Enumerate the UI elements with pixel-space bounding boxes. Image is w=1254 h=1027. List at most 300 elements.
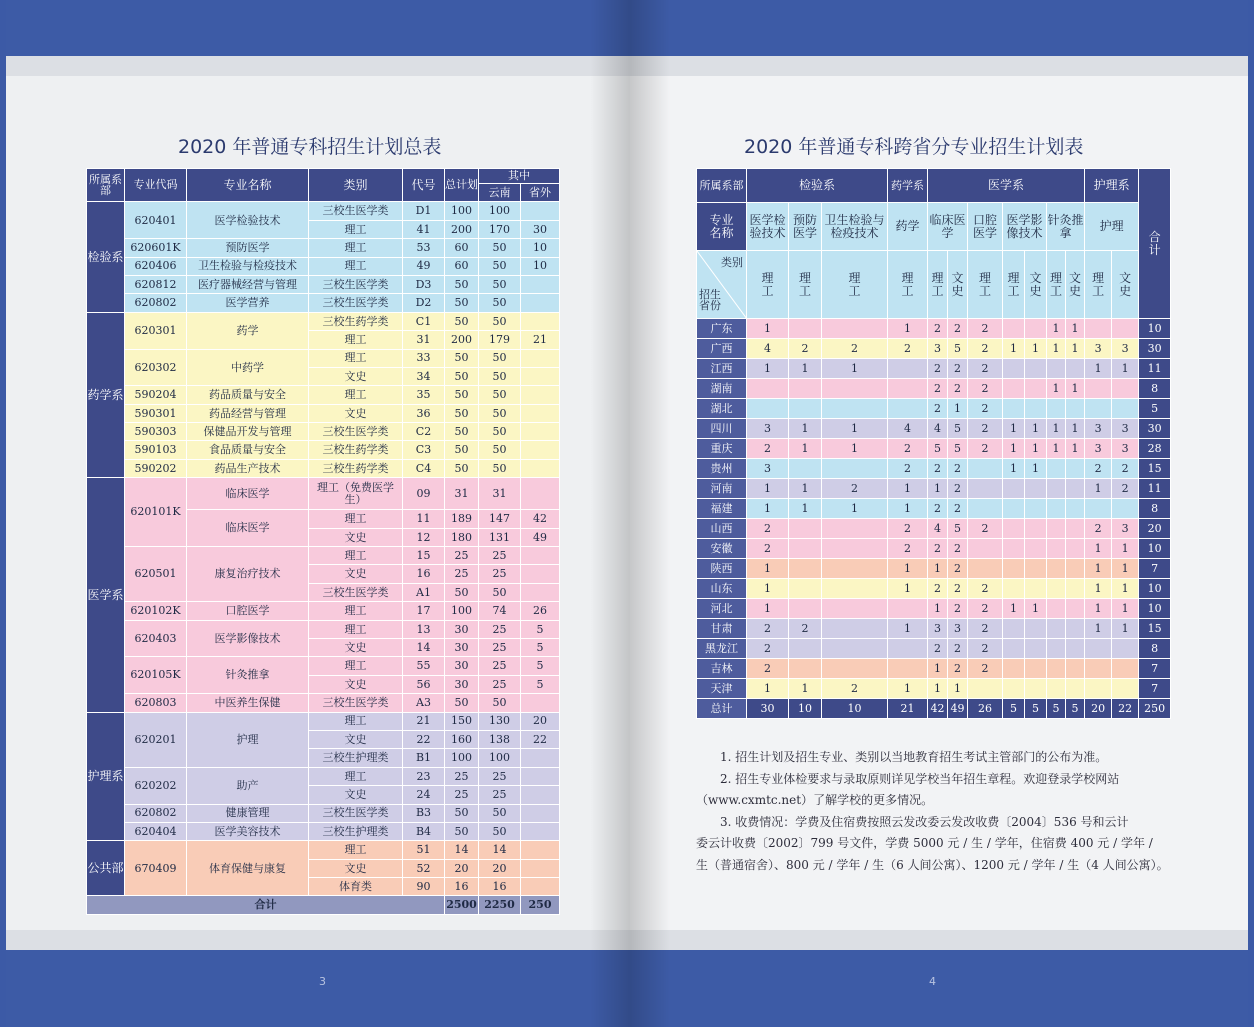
- major-header: 卫生检验与检疫技术: [822, 203, 888, 251]
- top-band: [630, 0, 1248, 56]
- summary-value-cell: 49: [948, 699, 968, 719]
- code-cell: 620403: [125, 620, 187, 657]
- value-cell: 1: [1003, 599, 1025, 619]
- code-cell: 620101K: [125, 478, 187, 547]
- value-cell: [1003, 679, 1025, 699]
- yunnan-cell: 50: [479, 312, 521, 330]
- value-cell: 3: [747, 419, 789, 439]
- outside-cell: [521, 804, 560, 822]
- name-cell: 保健品开发与管理: [187, 423, 309, 441]
- subcat-header: 文史: [1112, 251, 1139, 319]
- province-cell: 吉林: [697, 659, 747, 679]
- cat-cell: 三校生药学类: [309, 441, 403, 459]
- total-cell: 20: [445, 859, 479, 877]
- value-cell: [789, 639, 822, 659]
- bottom-gray-band: [630, 930, 1248, 950]
- table-row: [87, 841, 560, 859]
- value-cell: 2: [789, 619, 822, 639]
- outside-cell: [521, 275, 560, 293]
- value-cell: [1112, 319, 1139, 339]
- outside-cell: [521, 312, 560, 330]
- summary-value-cell: 20: [1085, 699, 1112, 719]
- sym-cell: 51: [403, 841, 445, 859]
- value-cell: 1: [1025, 459, 1047, 479]
- cat-cell: 理工: [309, 767, 403, 785]
- value-cell: 2: [928, 459, 948, 479]
- note-line: （www.cxmtc.net）了解学校的更多情况。: [696, 793, 934, 807]
- yunnan-cell: 31: [479, 478, 521, 510]
- outside-cell: 42: [521, 510, 560, 528]
- total-cell: 50: [445, 423, 479, 441]
- value-cell: 1: [789, 359, 822, 379]
- value-cell: [1047, 559, 1066, 579]
- table-row: [697, 519, 1171, 539]
- value-cell: [1025, 579, 1047, 599]
- value-cell: 1: [1085, 579, 1112, 599]
- sym-cell: 24: [403, 786, 445, 804]
- row-total-cell: 20: [1139, 519, 1171, 539]
- value-cell: [1066, 619, 1085, 639]
- outside-cell: [521, 767, 560, 785]
- header-category: 类别: [309, 169, 403, 202]
- table-row: [697, 419, 1171, 439]
- yunnan-cell: 16: [479, 878, 521, 896]
- value-cell: 2: [747, 519, 789, 539]
- yunnan-cell: 100: [479, 749, 521, 767]
- table-row: [697, 539, 1171, 559]
- row-total-cell: 8: [1139, 499, 1171, 519]
- cat-cell: 三校生医学类: [309, 804, 403, 822]
- header-name: 专业名称: [187, 169, 309, 202]
- value-cell: 1: [789, 419, 822, 439]
- cat-cell: 三校生医学类: [309, 202, 403, 220]
- row-total-cell: 10: [1139, 579, 1171, 599]
- sym-cell: 31: [403, 331, 445, 349]
- summary-value-cell: 42: [928, 699, 948, 719]
- value-cell: 1: [1047, 439, 1066, 459]
- value-cell: [1066, 459, 1085, 479]
- major-header: 预防医学: [789, 203, 822, 251]
- name-cell: 护理: [187, 712, 309, 767]
- value-cell: [822, 559, 888, 579]
- cat-cell: 理工: [309, 657, 403, 675]
- value-cell: [1003, 479, 1025, 499]
- yunnan-cell: 147: [479, 510, 521, 528]
- value-cell: [789, 459, 822, 479]
- total-cell: 25: [445, 786, 479, 804]
- value-cell: 2: [968, 579, 1003, 599]
- bottom-band: [630, 950, 1248, 1027]
- value-cell: 5: [948, 419, 968, 439]
- outside-cell: 22: [521, 730, 560, 748]
- sym-cell: 34: [403, 367, 445, 385]
- value-cell: [968, 459, 1003, 479]
- subcat-header: 理工: [1047, 251, 1066, 319]
- value-cell: [888, 359, 928, 379]
- row-total-cell: 11: [1139, 479, 1171, 499]
- header-total: 合计: [1139, 169, 1171, 319]
- code-cell: 620102K: [125, 602, 187, 620]
- row-total-cell: 8: [1139, 379, 1171, 399]
- yunnan-cell: 50: [479, 257, 521, 275]
- sym-cell: 21: [403, 712, 445, 730]
- cat-cell: 理工: [309, 620, 403, 638]
- cat-cell: 体育类: [309, 878, 403, 896]
- value-cell: 2: [948, 599, 968, 619]
- value-cell: 1: [928, 559, 948, 579]
- summary-value-cell: 10: [789, 699, 822, 719]
- province-cell: 天津: [697, 679, 747, 699]
- table-row: [697, 439, 1171, 459]
- value-cell: 1: [888, 579, 928, 599]
- value-cell: 2: [948, 539, 968, 559]
- outside-cell: [521, 859, 560, 877]
- value-cell: 1: [747, 559, 789, 579]
- value-cell: 2: [968, 439, 1003, 459]
- value-cell: 2: [747, 539, 789, 559]
- value-cell: 1: [1112, 619, 1139, 639]
- value-cell: 1: [747, 499, 789, 519]
- table-row: [697, 319, 1171, 339]
- value-cell: 2: [747, 439, 789, 459]
- yunnan-cell: 25: [479, 547, 521, 565]
- yunnan-cell: 25: [479, 620, 521, 638]
- row-total-cell: 7: [1139, 659, 1171, 679]
- value-cell: [822, 519, 888, 539]
- subcat-header: 文史: [1066, 251, 1085, 319]
- summary-label: 总计: [697, 699, 747, 719]
- total-cell: 14: [445, 841, 479, 859]
- right-page-number: 4: [929, 975, 936, 988]
- category-header-row: [697, 251, 1171, 319]
- cat-cell: 文史: [309, 528, 403, 546]
- value-cell: [1003, 319, 1025, 339]
- code-cell: 620401: [125, 202, 187, 239]
- table-row: [697, 359, 1171, 379]
- value-cell: 1: [789, 439, 822, 459]
- yunnan-cell: 50: [479, 275, 521, 293]
- value-cell: [1085, 499, 1112, 519]
- value-cell: 3: [1112, 439, 1139, 459]
- value-cell: 1: [747, 679, 789, 699]
- value-cell: 2: [948, 579, 968, 599]
- summary-row: [697, 699, 1171, 719]
- value-cell: 1: [1047, 339, 1066, 359]
- yunnan-cell: 50: [479, 294, 521, 312]
- yunnan-cell: 25: [479, 767, 521, 785]
- value-cell: 3: [747, 459, 789, 479]
- header-dept: 所属系部: [87, 169, 125, 202]
- value-cell: [1066, 479, 1085, 499]
- total-cell: 50: [445, 822, 479, 840]
- subcat-header: 理工: [747, 251, 789, 319]
- table-row: [87, 294, 560, 312]
- row-total-cell: 10: [1139, 539, 1171, 559]
- code-cell: 620404: [125, 822, 187, 840]
- name-cell: 食品质量与安全: [187, 441, 309, 459]
- cat-cell: 三校生医学类: [309, 423, 403, 441]
- name-cell: 医学影像技术: [187, 620, 309, 657]
- cat-cell: 理工: [309, 712, 403, 730]
- sym-cell: 17: [403, 602, 445, 620]
- table-row: [697, 639, 1171, 659]
- summary-row: [87, 896, 560, 914]
- total-cell: 150: [445, 712, 479, 730]
- value-cell: [1025, 379, 1047, 399]
- code-cell: 590204: [125, 386, 187, 404]
- total-cell: 50: [445, 367, 479, 385]
- dept-cell: 医学系: [87, 478, 125, 712]
- left-page-title: 2020 年普通专科招生计划总表: [178, 136, 442, 158]
- note-line: 1. 招生计划及招生专业、类别以当地教育招生考试主管部门的公布为准。: [720, 750, 1108, 764]
- total-cell: 100: [445, 202, 479, 220]
- value-cell: 2: [747, 619, 789, 639]
- value-cell: [1047, 399, 1066, 419]
- value-cell: [789, 579, 822, 599]
- header-dept-3: 医学系: [928, 169, 1085, 203]
- table-row: [697, 599, 1171, 619]
- total-cell: 50: [445, 294, 479, 312]
- province-cell: 山东: [697, 579, 747, 599]
- value-cell: 1: [948, 679, 968, 699]
- value-cell: 2: [968, 619, 1003, 639]
- table-row: [697, 399, 1171, 419]
- table-header-row: [87, 169, 560, 184]
- yunnan-cell: 25: [479, 675, 521, 693]
- value-cell: 2: [928, 639, 948, 659]
- value-cell: 4: [747, 339, 789, 359]
- province-cell: 山西: [697, 519, 747, 539]
- header-category-province: [697, 251, 747, 319]
- summary-total-cell: 250: [1139, 699, 1171, 719]
- sym-cell: 53: [403, 239, 445, 257]
- outside-cell: [521, 786, 560, 804]
- total-cell: 189: [445, 510, 479, 528]
- sym-cell: 16: [403, 565, 445, 583]
- value-cell: 3: [1112, 339, 1139, 359]
- name-cell: 医学营养: [187, 294, 309, 312]
- value-cell: [747, 399, 789, 419]
- value-cell: 1: [1025, 439, 1047, 459]
- value-cell: 1: [1003, 419, 1025, 439]
- value-cell: 2: [789, 339, 822, 359]
- value-cell: [888, 399, 928, 419]
- value-cell: 1: [1112, 359, 1139, 379]
- cat-cell: 理工: [309, 220, 403, 238]
- value-cell: [1047, 599, 1066, 619]
- notes-section: [696, 747, 1172, 876]
- cat-cell: 三校生护理类: [309, 749, 403, 767]
- subcat-header: 理工: [968, 251, 1003, 319]
- value-cell: [1003, 659, 1025, 679]
- value-cell: 2: [822, 479, 888, 499]
- outside-cell: 5: [521, 657, 560, 675]
- note-line: 生（普通宿舍）、800 元 / 学年 / 生（6 人间公寓）、1200 元 / 学年 / 生（4 人间公寓）。: [696, 857, 1169, 872]
- value-cell: 2: [968, 359, 1003, 379]
- row-total-cell: 11: [1139, 359, 1171, 379]
- note-line: 委云计收费〔2002〕799 号文件，学费 5000 元 / 生 / 学年，住宿费 400 元 / 学年 /: [696, 836, 1153, 850]
- sym-cell: 36: [403, 404, 445, 422]
- sym-cell: 22: [403, 730, 445, 748]
- total-cell: 30: [445, 675, 479, 693]
- summary-value-cell: 22: [1112, 699, 1139, 719]
- value-cell: [1066, 639, 1085, 659]
- total-cell: 100: [445, 749, 479, 767]
- top-band: [6, 0, 630, 56]
- total-cell: 60: [445, 239, 479, 257]
- total-cell: 50: [445, 275, 479, 293]
- value-cell: [747, 379, 789, 399]
- total-cell: 50: [445, 694, 479, 712]
- name-cell: 卫生检验与检疫技术: [187, 257, 309, 275]
- table-row: [697, 479, 1171, 499]
- province-cell: 广东: [697, 319, 747, 339]
- value-cell: [1112, 639, 1139, 659]
- total-cell: 31: [445, 478, 479, 510]
- outside-cell: [521, 547, 560, 565]
- outside-cell: [521, 478, 560, 510]
- table-row: [697, 579, 1171, 599]
- value-cell: 3: [1112, 519, 1139, 539]
- yunnan-cell: 50: [479, 239, 521, 257]
- subcat-header: 理工: [1003, 251, 1025, 319]
- yunnan-cell: 50: [479, 404, 521, 422]
- outside-cell: [521, 878, 560, 896]
- outside-cell: 26: [521, 602, 560, 620]
- province-cell: 湖北: [697, 399, 747, 419]
- summary-value-cell: 5: [1047, 699, 1066, 719]
- code-cell: 620105K: [125, 657, 187, 694]
- table-row: [87, 275, 560, 293]
- value-cell: [1025, 519, 1047, 539]
- value-cell: [822, 459, 888, 479]
- total-cell: 100: [445, 602, 479, 620]
- enrollment-plan-table: [86, 168, 560, 915]
- value-cell: 2: [1112, 479, 1139, 499]
- sym-cell: 35: [403, 386, 445, 404]
- bottom-gray-band: [6, 930, 630, 950]
- total-cell: 50: [445, 441, 479, 459]
- cat-cell: 理工: [309, 547, 403, 565]
- outside-cell: 10: [521, 239, 560, 257]
- outside-cell: [521, 694, 560, 712]
- yunnan-cell: 50: [479, 367, 521, 385]
- province-cell: 安徽: [697, 539, 747, 559]
- value-cell: 1: [1025, 339, 1047, 359]
- outside-cell: 5: [521, 638, 560, 656]
- province-cell: 广西: [697, 339, 747, 359]
- name-cell: 助产: [187, 767, 309, 804]
- yunnan-cell: 130: [479, 712, 521, 730]
- value-cell: [1066, 559, 1085, 579]
- cat-cell: 三校生药学类: [309, 312, 403, 330]
- value-cell: 1: [888, 319, 928, 339]
- sym-cell: 41: [403, 220, 445, 238]
- value-cell: [1066, 399, 1085, 419]
- sym-cell: C1: [403, 312, 445, 330]
- dept-cell: 公共部: [87, 841, 125, 896]
- cat-cell: 理工: [309, 510, 403, 528]
- total-cell: 30: [445, 657, 479, 675]
- cat-cell: 文史: [309, 786, 403, 804]
- value-cell: 2: [1112, 459, 1139, 479]
- page-gutter-shade: [630, 0, 670, 1027]
- table-row: [697, 619, 1171, 639]
- table-row: [87, 822, 560, 840]
- name-cell: 药品质量与安全: [187, 386, 309, 404]
- name-cell: 中药学: [187, 349, 309, 386]
- name-cell: 体育保健与康复: [187, 841, 309, 896]
- value-cell: [822, 659, 888, 679]
- value-cell: 2: [968, 379, 1003, 399]
- province-cell: 重庆: [697, 439, 747, 459]
- province-rows: [697, 319, 1171, 719]
- total-cell: 50: [445, 386, 479, 404]
- sym-cell: 23: [403, 767, 445, 785]
- table-row: [87, 547, 560, 565]
- code-cell: 620802: [125, 804, 187, 822]
- value-cell: 1: [928, 599, 948, 619]
- value-cell: 1: [888, 619, 928, 639]
- yunnan-cell: 14: [479, 841, 521, 859]
- table-row: [87, 312, 560, 330]
- subcat-header: 文史: [948, 251, 968, 319]
- value-cell: 2: [747, 639, 789, 659]
- province-cell: 福建: [697, 499, 747, 519]
- name-cell: 临床医学: [187, 478, 309, 510]
- name-cell: 口腔医学: [187, 602, 309, 620]
- sym-cell: 14: [403, 638, 445, 656]
- bottom-band: [6, 950, 630, 1027]
- total-cell: 180: [445, 528, 479, 546]
- cat-cell: 三校生护理类: [309, 822, 403, 840]
- cat-cell: 三校生医学类: [309, 694, 403, 712]
- value-cell: 2: [822, 339, 888, 359]
- value-cell: 1: [888, 679, 928, 699]
- outside-cell: [521, 441, 560, 459]
- value-cell: [1025, 319, 1047, 339]
- name-cell: 药品生产技术: [187, 459, 309, 477]
- value-cell: 2: [968, 639, 1003, 659]
- yunnan-cell: 50: [479, 583, 521, 601]
- outside-cell: [521, 583, 560, 601]
- table-row: [697, 499, 1171, 519]
- top-gray-band: [6, 56, 630, 76]
- value-cell: 2: [888, 439, 928, 459]
- value-cell: [1066, 679, 1085, 699]
- value-cell: [789, 399, 822, 419]
- total-cell: 50: [445, 459, 479, 477]
- value-cell: 2: [1085, 519, 1112, 539]
- header-among: 其中: [479, 169, 560, 184]
- subcat-header: 理工: [1085, 251, 1112, 319]
- row-total-cell: 15: [1139, 619, 1171, 639]
- sym-cell: C4: [403, 459, 445, 477]
- left-page-number: 3: [319, 975, 326, 988]
- sym-cell: B4: [403, 822, 445, 840]
- sym-cell: B3: [403, 804, 445, 822]
- yunnan-cell: 50: [479, 423, 521, 441]
- value-cell: 1: [1112, 599, 1139, 619]
- value-cell: 2: [968, 399, 1003, 419]
- value-cell: 1: [789, 479, 822, 499]
- sym-cell: 15: [403, 547, 445, 565]
- value-cell: 1: [1085, 479, 1112, 499]
- sym-cell: 52: [403, 859, 445, 877]
- value-cell: [822, 379, 888, 399]
- value-cell: [1112, 399, 1139, 419]
- value-cell: [1003, 519, 1025, 539]
